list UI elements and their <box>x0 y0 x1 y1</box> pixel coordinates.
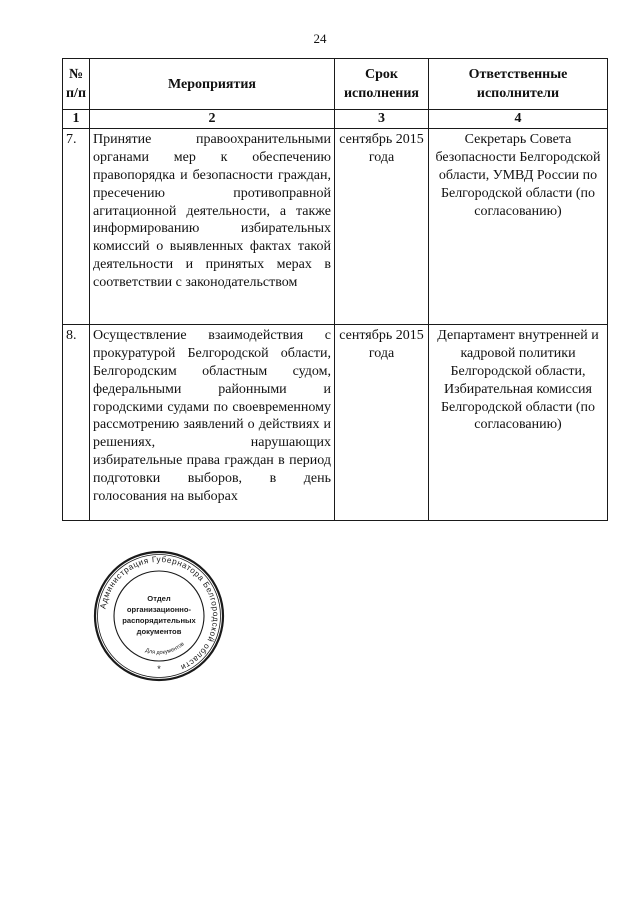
stamp-star-icon: * <box>157 664 161 674</box>
row-number: 8. <box>63 324 90 520</box>
header-row <box>63 59 608 110</box>
events-table <box>62 58 608 521</box>
official-stamp <box>92 549 226 683</box>
event-text: Осуществление взаимодействия с прокуратурой Белгородской области, Белгородским областным судом, федеральными районными и городскими судами по своевременному рассмотрению заявлений о действиях и решениях, нарушающих избирательные права граждан в период подготовки выборов, в день голосования на выборах <box>90 324 335 520</box>
stamp-center-line: документов <box>136 627 182 636</box>
stamp-center-line: Отдел <box>147 594 171 603</box>
header-term: Срок исполнения <box>335 59 429 110</box>
responsible-text: Секретарь Совета безопасности Белгородской области, УМВД России по Белгородской области (по согласованию) <box>429 128 608 324</box>
col-number: 3 <box>335 110 429 129</box>
stamp-center-line: распорядительных <box>122 616 196 625</box>
header-responsible: Ответственные исполнители <box>429 59 608 110</box>
col-number: 1 <box>63 110 90 129</box>
stamp-outer-text: Администрация Губернатора Белгородской области <box>98 554 221 673</box>
term-text: сентябрь 2015 года <box>335 324 429 520</box>
col-number: 4 <box>429 110 608 129</box>
term-text: сентябрь 2015 года <box>335 128 429 324</box>
table-row <box>63 324 608 520</box>
header-num: № п/п <box>63 59 90 110</box>
stamp-inner-text: Для документов <box>144 641 186 657</box>
row-number: 7. <box>63 128 90 324</box>
col-number: 2 <box>90 110 335 129</box>
stamp-center-line: организационно- <box>126 605 192 614</box>
table-row <box>63 128 608 324</box>
header-event: Мероприятия <box>90 59 335 110</box>
event-text: Принятие правоохранительными органами мер к обеспечению правопорядка и безопасности граждан, пресечению противоправной агитационной деятельности, а также информированию избирательных комиссий о выявленных фактах такой деятельности и принятых мерах в соответствии с законодательством <box>90 128 335 324</box>
page-number: 24 <box>313 31 327 46</box>
responsible-text: Департамент внутренней и кадровой политики Белгородской области, Избирательная комиссия Белгородской области (по согласованию) <box>429 324 608 520</box>
column-number-row <box>63 110 608 129</box>
